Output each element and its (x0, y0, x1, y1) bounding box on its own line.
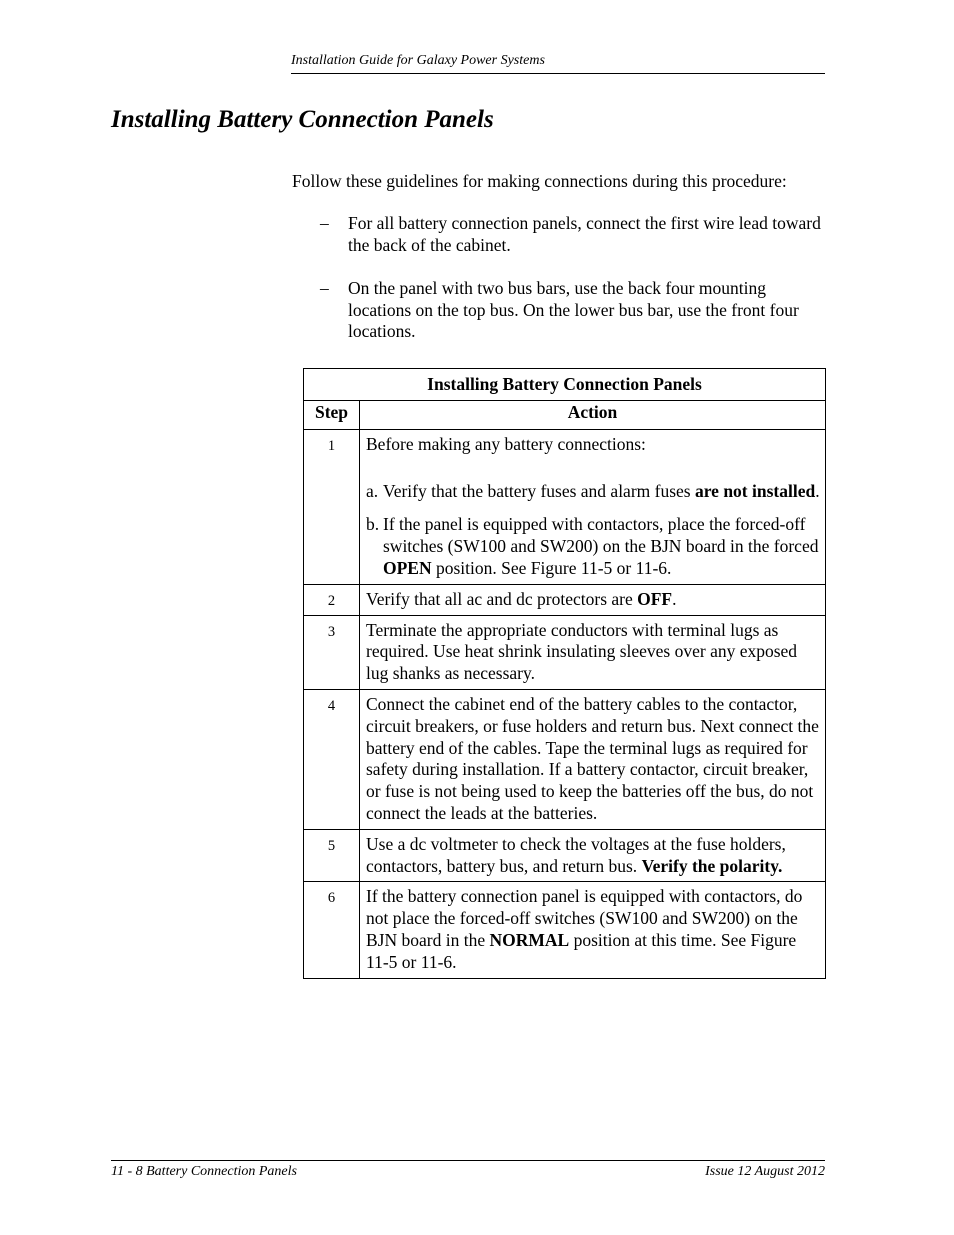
guidelines-list (292, 213, 832, 343)
table-caption: Installing Battery Connection Panels (304, 369, 826, 401)
guideline-item (292, 213, 832, 256)
running-footer (111, 1160, 825, 1181)
sub-step-text-end: . (815, 480, 820, 501)
table-header-row (304, 401, 826, 430)
intro-paragraph: Follow these guidelines for making connections during this procedure: (292, 171, 787, 191)
step-action (360, 829, 826, 882)
action-text-end: . (672, 588, 677, 609)
procedure-table (303, 368, 826, 979)
guideline-item (292, 278, 832, 343)
guideline-text: For all battery connection panels, connect the first wire lead toward the back of the cabinet. (348, 213, 821, 255)
action-emphasis: Verify the polarity. (641, 855, 783, 876)
step-number: 5 (304, 829, 360, 882)
table-caption-row (304, 369, 826, 401)
guideline-text: On the panel with two bus bars, use the back four mounting locations on the top bus. On the lower bus bar, use the front four locations. (348, 278, 799, 341)
section-title: Installing Battery Connection Panels (111, 106, 494, 133)
step-number: 3 (304, 615, 360, 689)
action-text: Use a dc voltmeter to check the voltages at the fuse holders, contactors, battery bus, and return bus. (366, 833, 786, 876)
dash-marker: – (320, 278, 329, 298)
step-action: Terminate the appropriate conductors with terminal lugs as required. Use heat shrink insulating sleeves over any exposed lug shanks as necessary. (360, 615, 826, 689)
action-text: Verify that all ac and dc protectors are (366, 588, 638, 609)
table-row (304, 882, 826, 978)
step-number: 4 (304, 689, 360, 829)
step-number: 1 (304, 429, 360, 584)
sub-step-emphasis: OPEN (383, 557, 432, 578)
sub-step-text: If the panel is equipped with contactors, place the forced-off switches (SW100 and SW200) on the BJN board in the forced (383, 514, 819, 557)
action-text: If the battery connection panel is equipped with contactors, do not place the forced-off switches (SW100 and SW200) on the BJN board in the (366, 886, 803, 950)
sub-step-emphasis: are not installed (694, 480, 816, 501)
action-emphasis: OFF (637, 588, 673, 609)
action-emphasis: NORMAL (489, 929, 570, 950)
step-action (360, 584, 826, 615)
sub-step-text: Verify that the battery fuses and alarm fuses (383, 480, 695, 501)
table-row (304, 829, 826, 882)
table-row (304, 584, 826, 615)
footer-page-label: 11 - 8 Battery Connection Panels (111, 1164, 297, 1179)
action-column-header: Action (360, 401, 826, 430)
sub-step-marker: b. (366, 514, 380, 535)
footer-issue-date: Issue 12 August 2012 (705, 1164, 825, 1179)
step-action (360, 429, 826, 584)
dash-marker: – (320, 213, 329, 233)
sub-step-marker: a. (366, 480, 379, 501)
step-intro: Before making any battery connections: (366, 433, 646, 454)
action-text-end: position at this time. See Figure 11-5 or 11-6. (366, 929, 797, 972)
table-row (304, 689, 826, 829)
running-header: Installation Guide for Galaxy Power Systems (291, 52, 825, 74)
table-row (304, 429, 826, 584)
step-action: Connect the cabinet end of the battery cables to the contactor, circuit breakers, or fuse holders and return bus. Next connect the battery end of the cables. Tape the terminal lugs as required for safety during installation. If a battery contactor, circuit breaker, or fuse is not being used to keep the batteries off the bus, do not connect the leads at the batteries. (360, 689, 826, 829)
step-number: 6 (304, 882, 360, 978)
step-number: 2 (304, 584, 360, 615)
sub-step-a (366, 481, 821, 503)
step-column-header: Step (304, 401, 360, 430)
table-row (304, 615, 826, 689)
step-action (360, 882, 826, 978)
sub-step-b (366, 514, 821, 579)
sub-step-text-end: position. See Figure 11-5 or 11-6. (431, 557, 672, 578)
